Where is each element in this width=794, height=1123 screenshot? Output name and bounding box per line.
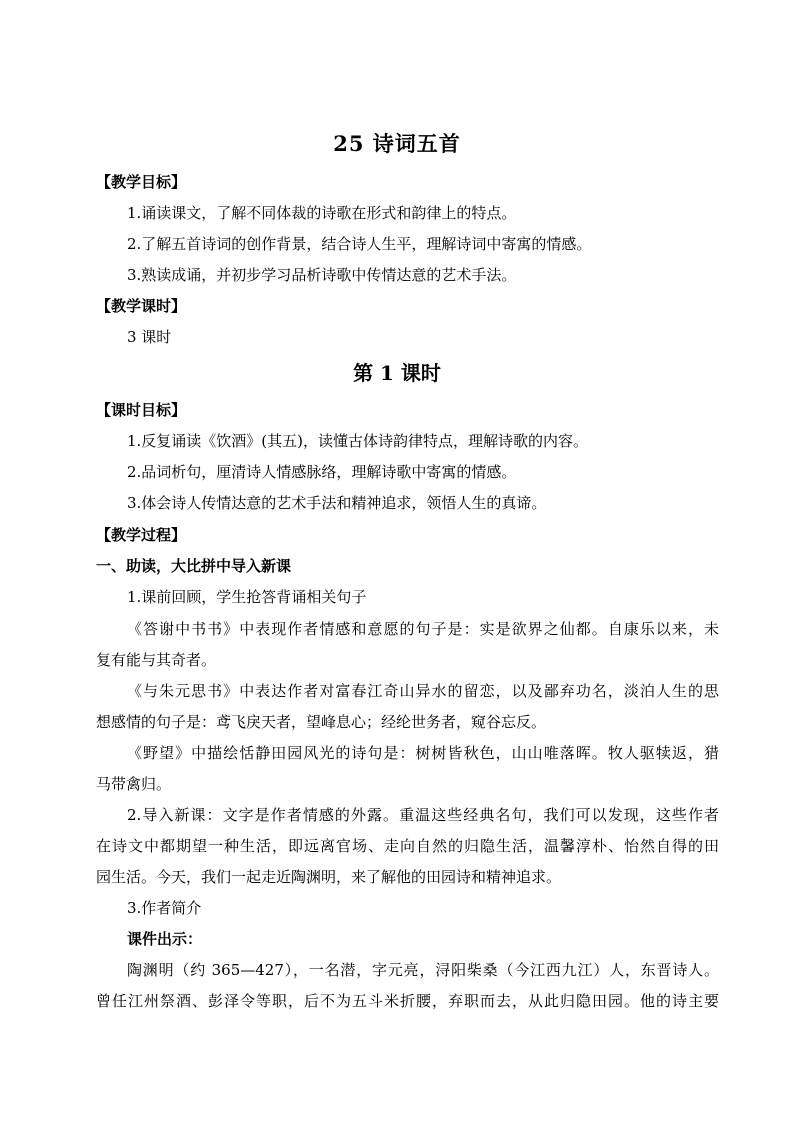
lesson-goal-item: 3.体会诗人传情达意的艺术手法和精神追求，领悟人生的真谛。 (127, 494, 547, 512)
paragraph-line: 陶渊明（约 365—427），一名潜，字元亮，浔阳柴桑（今江西九江）人，东晋诗人。 (127, 961, 719, 979)
lesson-goal-item: 2.品词析句，厘清诗人情感脉络，理解诗歌中寄寓的情感。 (127, 463, 517, 481)
paragraph-line: 曾任江州祭酒、彭泽令等职，后不为五斗米折腰，弃职而去，从此归隐田园。他的诗主要 (96, 992, 719, 1010)
paragraph-line: 园生活。今天，我们一起走近陶渊明，来了解他的田园诗和精神追求。 (96, 868, 562, 886)
paragraph-line: 2.导入新课：文字是作者情感的外露。重温这些经典名句，我们可以发现，这些作者 (127, 806, 719, 824)
part1-heading: 一、助读，大比拼中导入新课 (96, 557, 292, 575)
lesson-title: 第 1 课时 (353, 361, 441, 385)
paragraph-line: 《与朱元思书》中表达作者对富春江奇山异水的留恋，以及鄙弃功名，淡泊人生的思 (127, 682, 719, 700)
paragraph-line: 《答谢中书书》中表现作者情感和意愿的句子是：实是欲界之仙都。自康乐以来，未 (127, 620, 719, 638)
paragraph-line: 复有能与其奇者。 (96, 651, 217, 669)
document-title: 25 诗词五首 (333, 131, 461, 156)
paragraph-line: 马带禽归。 (96, 775, 172, 793)
teaching-goal-item: 1.诵读课文，了解不同体裁的诗歌在形式和韵律上的特点。 (127, 204, 517, 222)
step3-text: 3.作者简介 (127, 899, 202, 917)
paragraph-line: 《野望》中描绘恬静田园风光的诗句是：树树皆秋色，山山唯落晖。牧人驱犊返，猎 (127, 744, 719, 762)
lesson-goal-item: 1.反复诵读《饮酒》(其五)，读懂古体诗韵律特点，理解诗歌的内容。 (127, 432, 589, 450)
teaching-goals-heading: 【教学目标】 (96, 173, 187, 191)
courseware-label: 课件出示： (127, 930, 203, 948)
teaching-goal-item: 3.熟读成诵，并初步学习品析诗歌中传情达意的艺术手法。 (127, 266, 517, 284)
paragraph-line: 想感情的句子是：鸢飞戾天者，望峰息心；经纶世务者，窥谷忘反。 (96, 713, 547, 731)
teaching-hours-heading: 【教学课时】 (96, 297, 187, 315)
teaching-goal-item: 2.了解五首诗词的创作背景，结合诗人生平，理解诗词中寄寓的情感。 (127, 235, 592, 253)
lesson-goals-heading: 【课时目标】 (96, 401, 187, 419)
teaching-process-heading: 【教学过程】 (96, 526, 187, 544)
teaching-hours-value: 3 课时 (127, 328, 172, 346)
step1-text: 1.课前回顾，学生抢答背诵相关句子 (127, 588, 367, 606)
paragraph-line: 在诗文中都期望一种生活，即远离官场、走向自然的归隐生活，温馨淳朴、怡然自得的田 (96, 837, 719, 855)
